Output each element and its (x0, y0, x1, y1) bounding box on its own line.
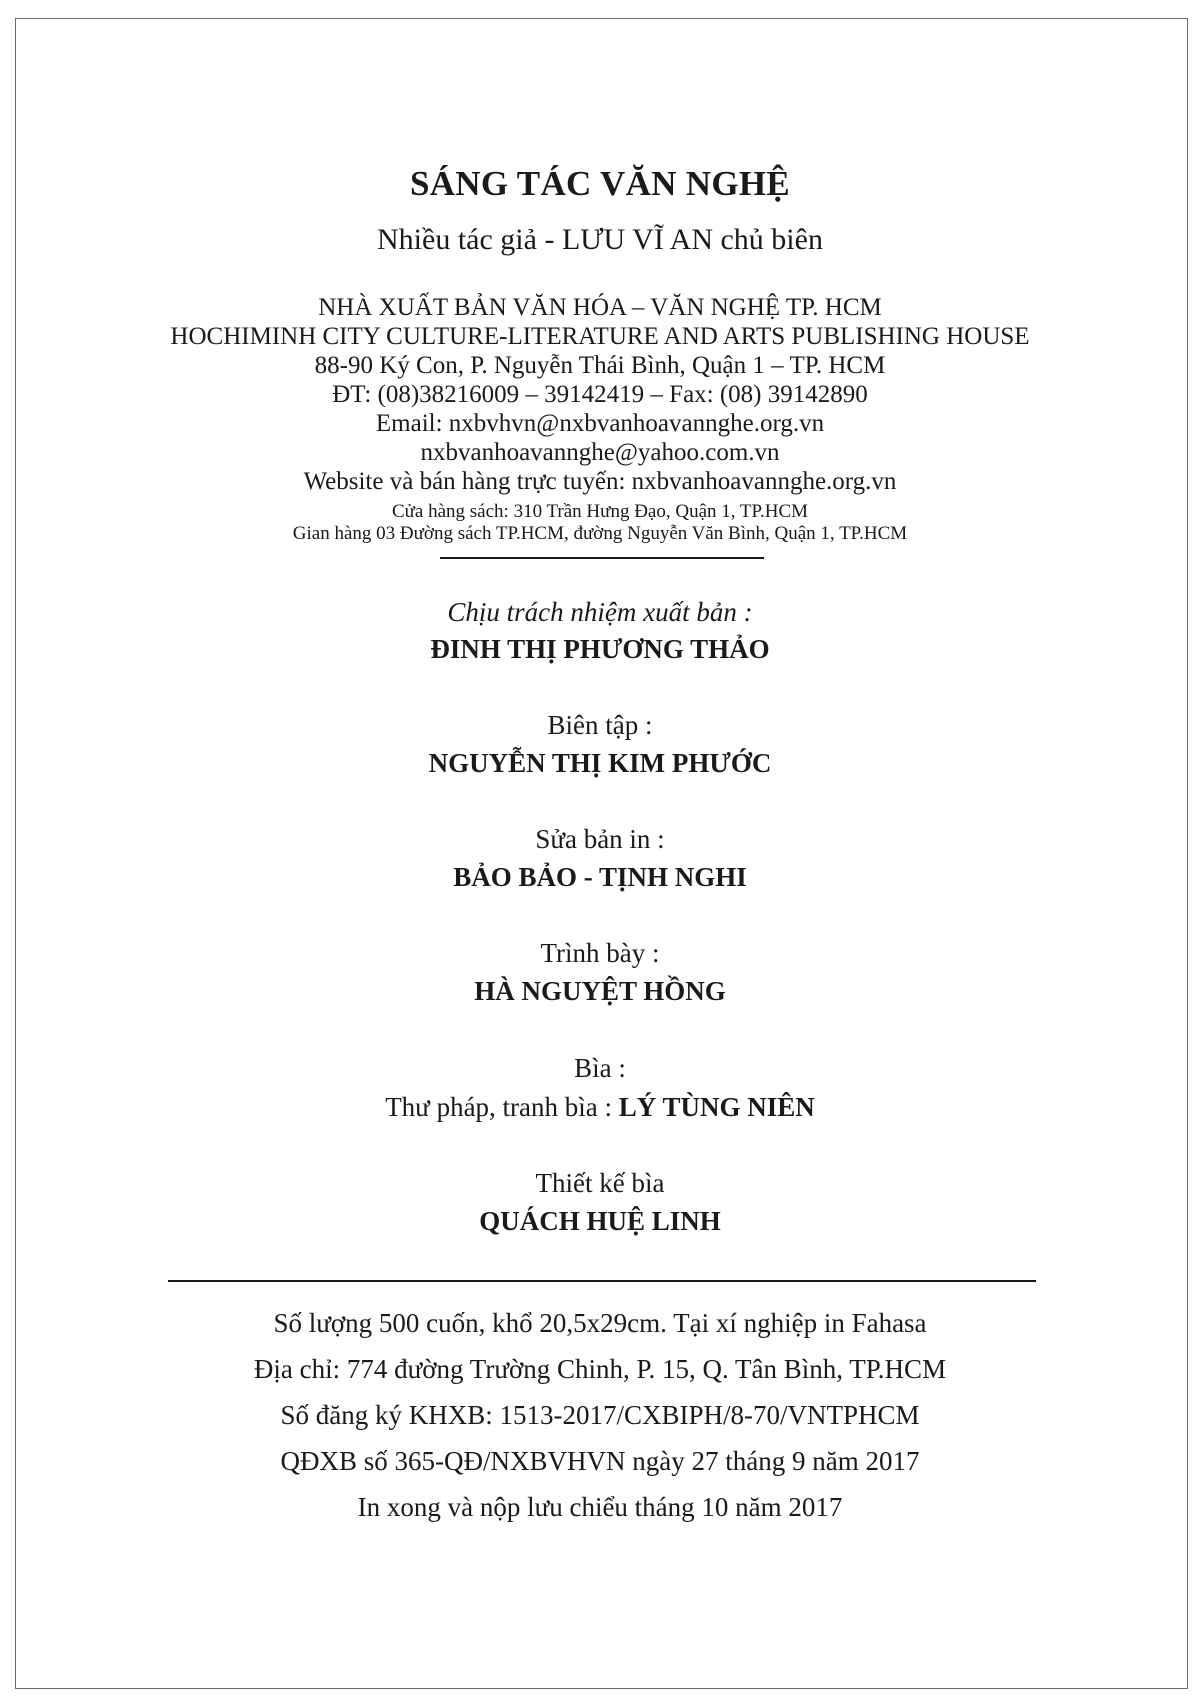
publisher-email-2: nxbvanhoavannghe@yahoo.com.vn (420, 439, 780, 466)
cover-art-label: Thư pháp, tranh bìa : (385, 1092, 613, 1122)
publisher-store-2: Gian hàng 03 Đường sách TP.HCM, đường Nguyễn Văn Bình, Quận 1, TP.HCM (292, 523, 908, 544)
publisher-address: 88-90 Ký Con, P. Nguyễn Thái Bình, Quận 1 – TP. HCM (314, 352, 886, 379)
printer-address: Địa chỉ: 774 đường Trường Chinh, P. 15, Q. Tân Bình, TP.HCM (253, 1354, 947, 1384)
layout-name: HÀ NGUYỆT HỒNG (474, 976, 726, 1006)
publisher-phone-fax: ĐT: (08)38216009 – 39142419 – Fax: (08) 39142890 (332, 381, 868, 408)
proofreading-name: BẢO BẢO - TỊNH NGHI (453, 862, 747, 892)
cover-label: Bìa : (574, 1053, 626, 1083)
publisher-website: Website và bán hàng trực tuyến: nxbvanhoavannghe.org.vn (303, 468, 897, 495)
publishing-decision: QĐXB số 365-QĐ/NXBVHVN ngày 27 tháng 9 năm 2017 (280, 1446, 920, 1476)
publisher-email-1: Email: nxbvhvn@nxbvanhoavannghe.org.vn (375, 410, 825, 437)
cover-design-name: QUÁCH HUỆ LINH (479, 1206, 721, 1236)
responsible-label: Chịu trách nhiệm xuất bản : (447, 597, 753, 627)
editor-label: Biên tập : (547, 710, 653, 740)
cover-design-label: Thiết kế bìa (535, 1168, 665, 1198)
layout-label: Trình bày : (540, 938, 660, 968)
publisher-name-vi: NHÀ XUẤT BẢN VĂN HÓA – VĂN NGHỆ TP. HCM (318, 294, 882, 321)
responsible-name: ĐINH THỊ PHƯƠNG THẢO (430, 634, 770, 664)
registration-number: Số đăng ký KHXB: 1513-2017/CXBIPH/8-70/VNTPHCM (280, 1400, 920, 1430)
publisher-store-1: Cửa hàng sách: 310 Trần Hưng Đạo, Quận 1, TP.HCM (391, 501, 809, 522)
completion-date: In xong và nộp lưu chiểu tháng 10 năm 2017 (357, 1492, 843, 1522)
proofreading-label: Sửa bản in : (535, 824, 665, 854)
editor-name: NGUYỄN THỊ KIM PHƯỚC (428, 748, 772, 778)
cover-art-credit (0, 1092, 1200, 1123)
book-subtitle: Nhiều tác giả - LƯU VĨ AN chủ biên (377, 223, 823, 256)
cover-art-name: LÝ TÙNG NIÊN (618, 1092, 815, 1122)
book-title: SÁNG TÁC VĂN NGHỆ (409, 164, 791, 203)
publisher-name-en: HOCHIMINH CITY CULTURE-LITERATURE AND ARTS PUBLISHING HOUSE (170, 323, 1030, 350)
print-run: Số lượng 500 cuốn, khổ 20,5x29cm. Tại xí nghiệp in Fahasa (273, 1308, 927, 1338)
divider-long (168, 1280, 1036, 1282)
divider-short (440, 557, 764, 559)
